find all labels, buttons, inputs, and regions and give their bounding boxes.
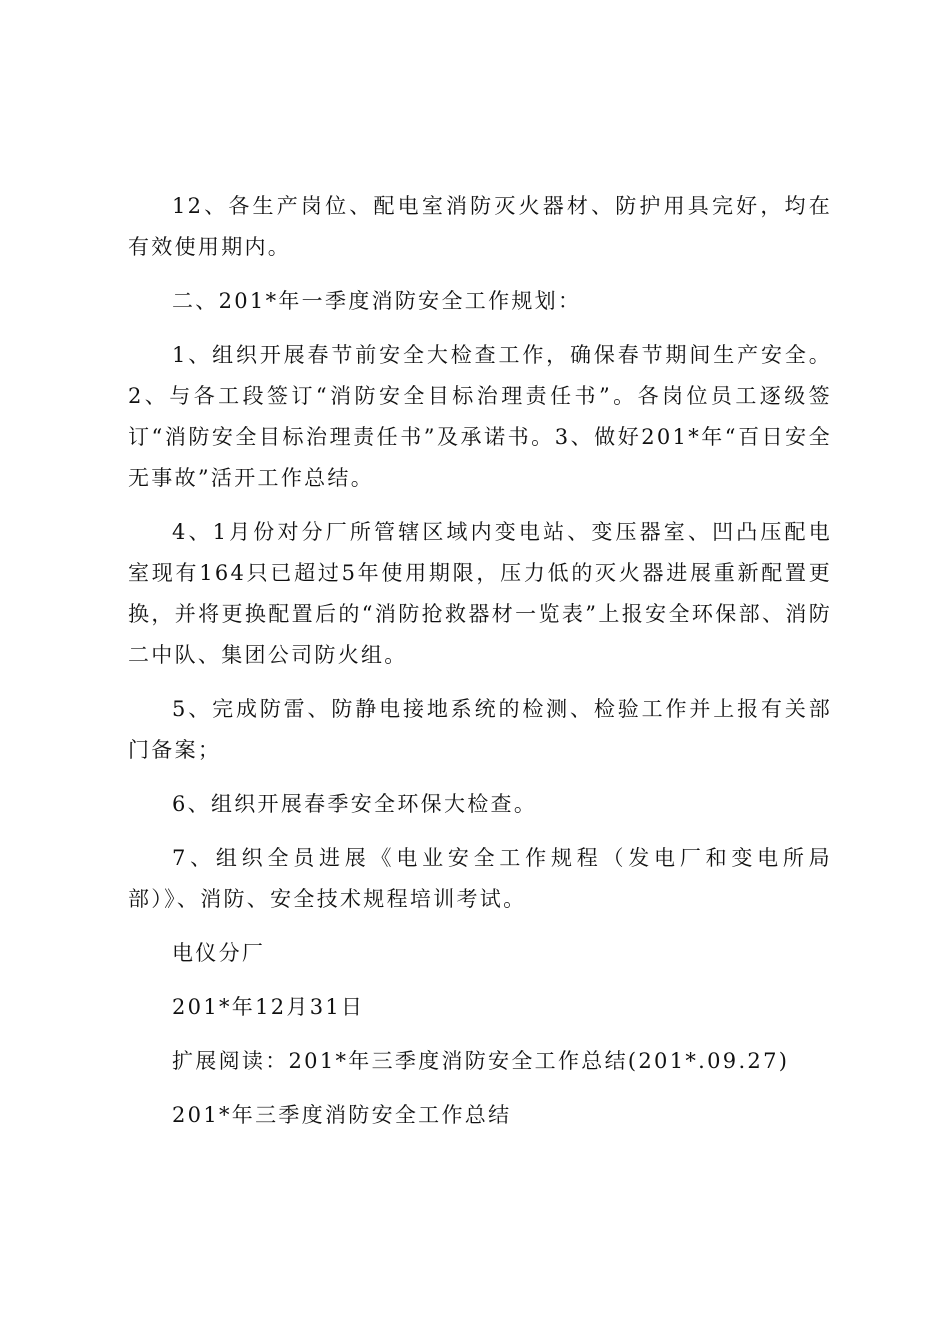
plan-item-4: 4、1月份对分厂所管辖区域内变电站、变压器室、凹凸压配电室现有164只已超过5年使用期限，压力低的灭火器进展重新配置更换，并将更换配置后的“消防抢救器材一览表”上报安全环保部、消防二中队、集团公司防火组。 xyxy=(128,520,832,667)
extended-reading-line: 扩展阅读：201*年三季度消防安全工作总结(201*.09.27) xyxy=(172,1049,790,1073)
signature-date: 201*年12月31日 xyxy=(172,995,365,1019)
next-document-title: 201*年三季度消防安全工作总结 xyxy=(172,1103,512,1127)
paragraph-item-12: 12、各生产岗位、配电室消防灭火器材、防护用具完好，均在有效使用期内。 xyxy=(128,194,832,259)
signature-department: 电仪分厂 xyxy=(172,941,266,965)
document-body xyxy=(128,186,832,1136)
plan-items-1-3: 1、组织开展春节前安全大检查工作，确保春节期间生产安全。2、与各工段签订“消防安全目标治理责任书”。各岗位员工逐级签订“消防安全目标治理责任书”及承诺书。3、做好201*年“百日安全无事故”活开工作总结。 xyxy=(128,343,832,490)
plan-item-5: 5、完成防雷、防静电接地系统的检测、检验工作并上报有关部门备案； xyxy=(128,697,832,762)
plan-item-7: 7、组织全员进展《电业安全工作规程（发电厂和变电所局部）》、消防、安全技术规程培训考试。 xyxy=(128,846,832,911)
section-heading-q1-plan: 二、201*年一季度消防安全工作规划： xyxy=(172,289,582,313)
plan-item-6: 6、组织开展春季安全环保大检查。 xyxy=(172,792,538,816)
